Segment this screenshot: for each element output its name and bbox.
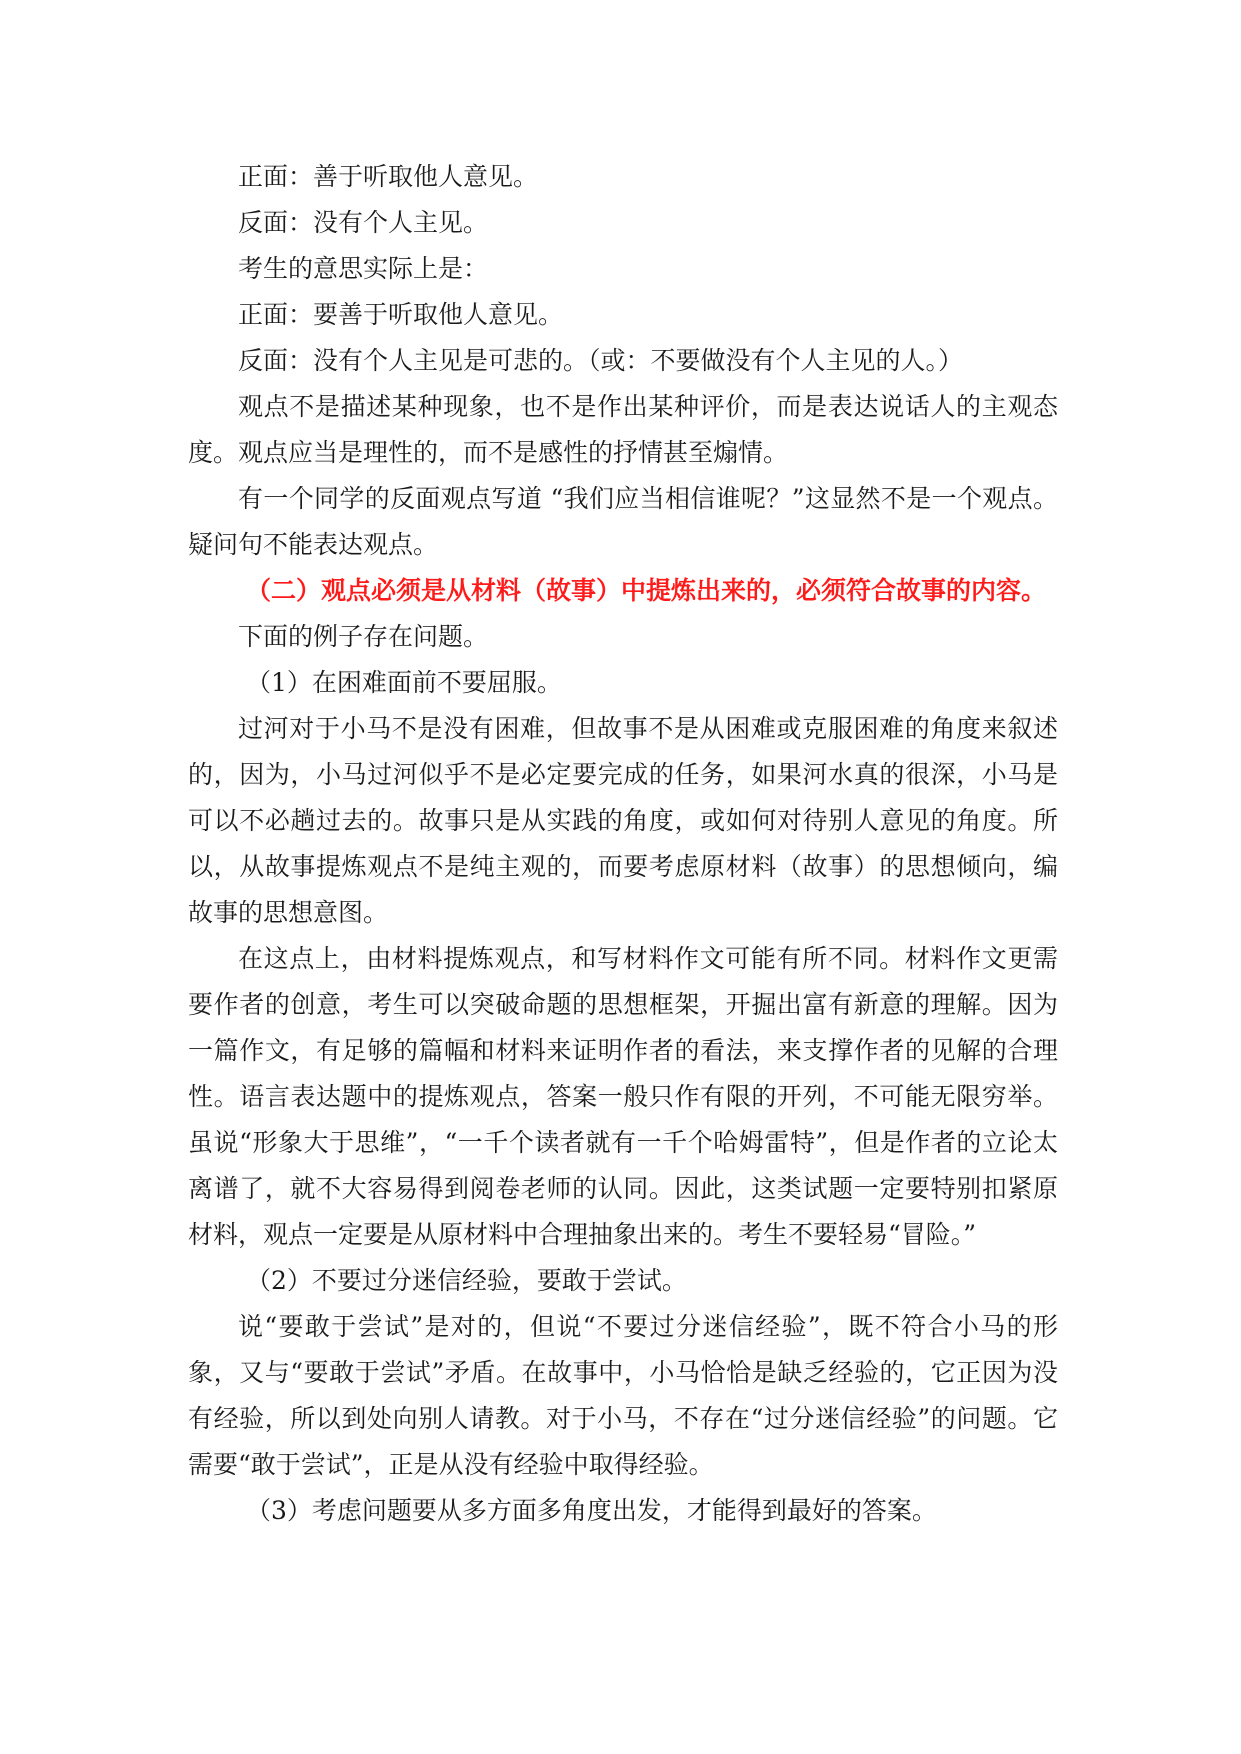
document-body [188,154,1058,1534]
paragraph-positive-2: 正面：要善于听取他人意见。 [238,300,564,329]
paragraph-example-2-analysis: 说“要敢于尝试”是对的，但说“不要过分迷信经验”，既不符合小马的形象，又与“要敢于尝试”矛盾。在故事中，小马恰恰是缺乏经验的，它正因为没有经验，所以到处向别人请教。对于小马，不存在“过分迷信经验”的问题。它需要“敢于尝试”，正是从没有经验中取得经验。 [188,1312,1058,1479]
section-heading-2: （二）观点必须是从材料（故事）中提炼出来的，必须符合故事的内容。 [246,576,1047,605]
example-item-1: （1）在困难面前不要屈服。 [246,668,562,697]
paragraph-question-example: 有一个同学的反面观点写道 “我们应当相信谁呢？”这显然不是一个观点。疑问句不能表达观点。 [188,484,1058,559]
paragraph-negative-1: 反面：没有个人主见。 [238,208,489,237]
example-item-3: （3）考虑问题要从多方面多角度出发，才能得到最好的答案。 [246,1496,937,1525]
paragraph-candidate-meaning: 考生的意思实际上是： [238,254,489,283]
paragraph-example-1-analysis: 过河对于小马不是没有困难，但故事不是从困难或克服困难的角度来叙述的，因为，小马过河似乎不是必定要完成的任务，如果河水真的很深，小马是可以不必趟过去的。故事只是从实践的角度，或如何对待别人意见的角度。所以，从故事提炼观点不是纯主观的，而要考虑原材料（故事）的思想倾向，编故事的思想意图。 [188,714,1058,927]
paragraph-positive-1: 正面：善于听取他人意见。 [238,162,539,191]
example-item-2: （2）不要过分迷信经验，要敢于尝试。 [246,1266,687,1295]
paragraph-negative-2: 反面：没有个人主见是可悲的。（或：不要做没有个人主见的人。） [238,346,964,375]
paragraph-examples-intro: 下面的例子存在问题。 [238,622,489,651]
paragraph-material-essay: 在这点上，由材料提炼观点，和写材料作文可能有所不同。材料作文更需要作者的创意，考生可以突破命题的思想框架，开掘出富有新意的理解。因为一篇作文，有足够的篇幅和材料来证明作者的看法，来支撑作者的见解的合理性。语言表达题中的提炼观点，答案一般只作有限的开列，不可能无限穷举。虽说“形象大于思维”，“一千个读者就有一千个哈姆雷特”，但是作者的立论太离谱了，就不大容易得到阅卷老师的认同。因此，这类试题一定要特别扣紧原材料，观点一定要是从原材料中合理抽象出来的。考生不要轻易“冒险。” [188,944,1058,1249]
paragraph-viewpoint-definition: 观点不是描述某种现象，也不是作出某种评价，而是表达说话人的主观态度。观点应当是理性的，而不是感性的抒情甚至煽情。 [188,392,1058,467]
